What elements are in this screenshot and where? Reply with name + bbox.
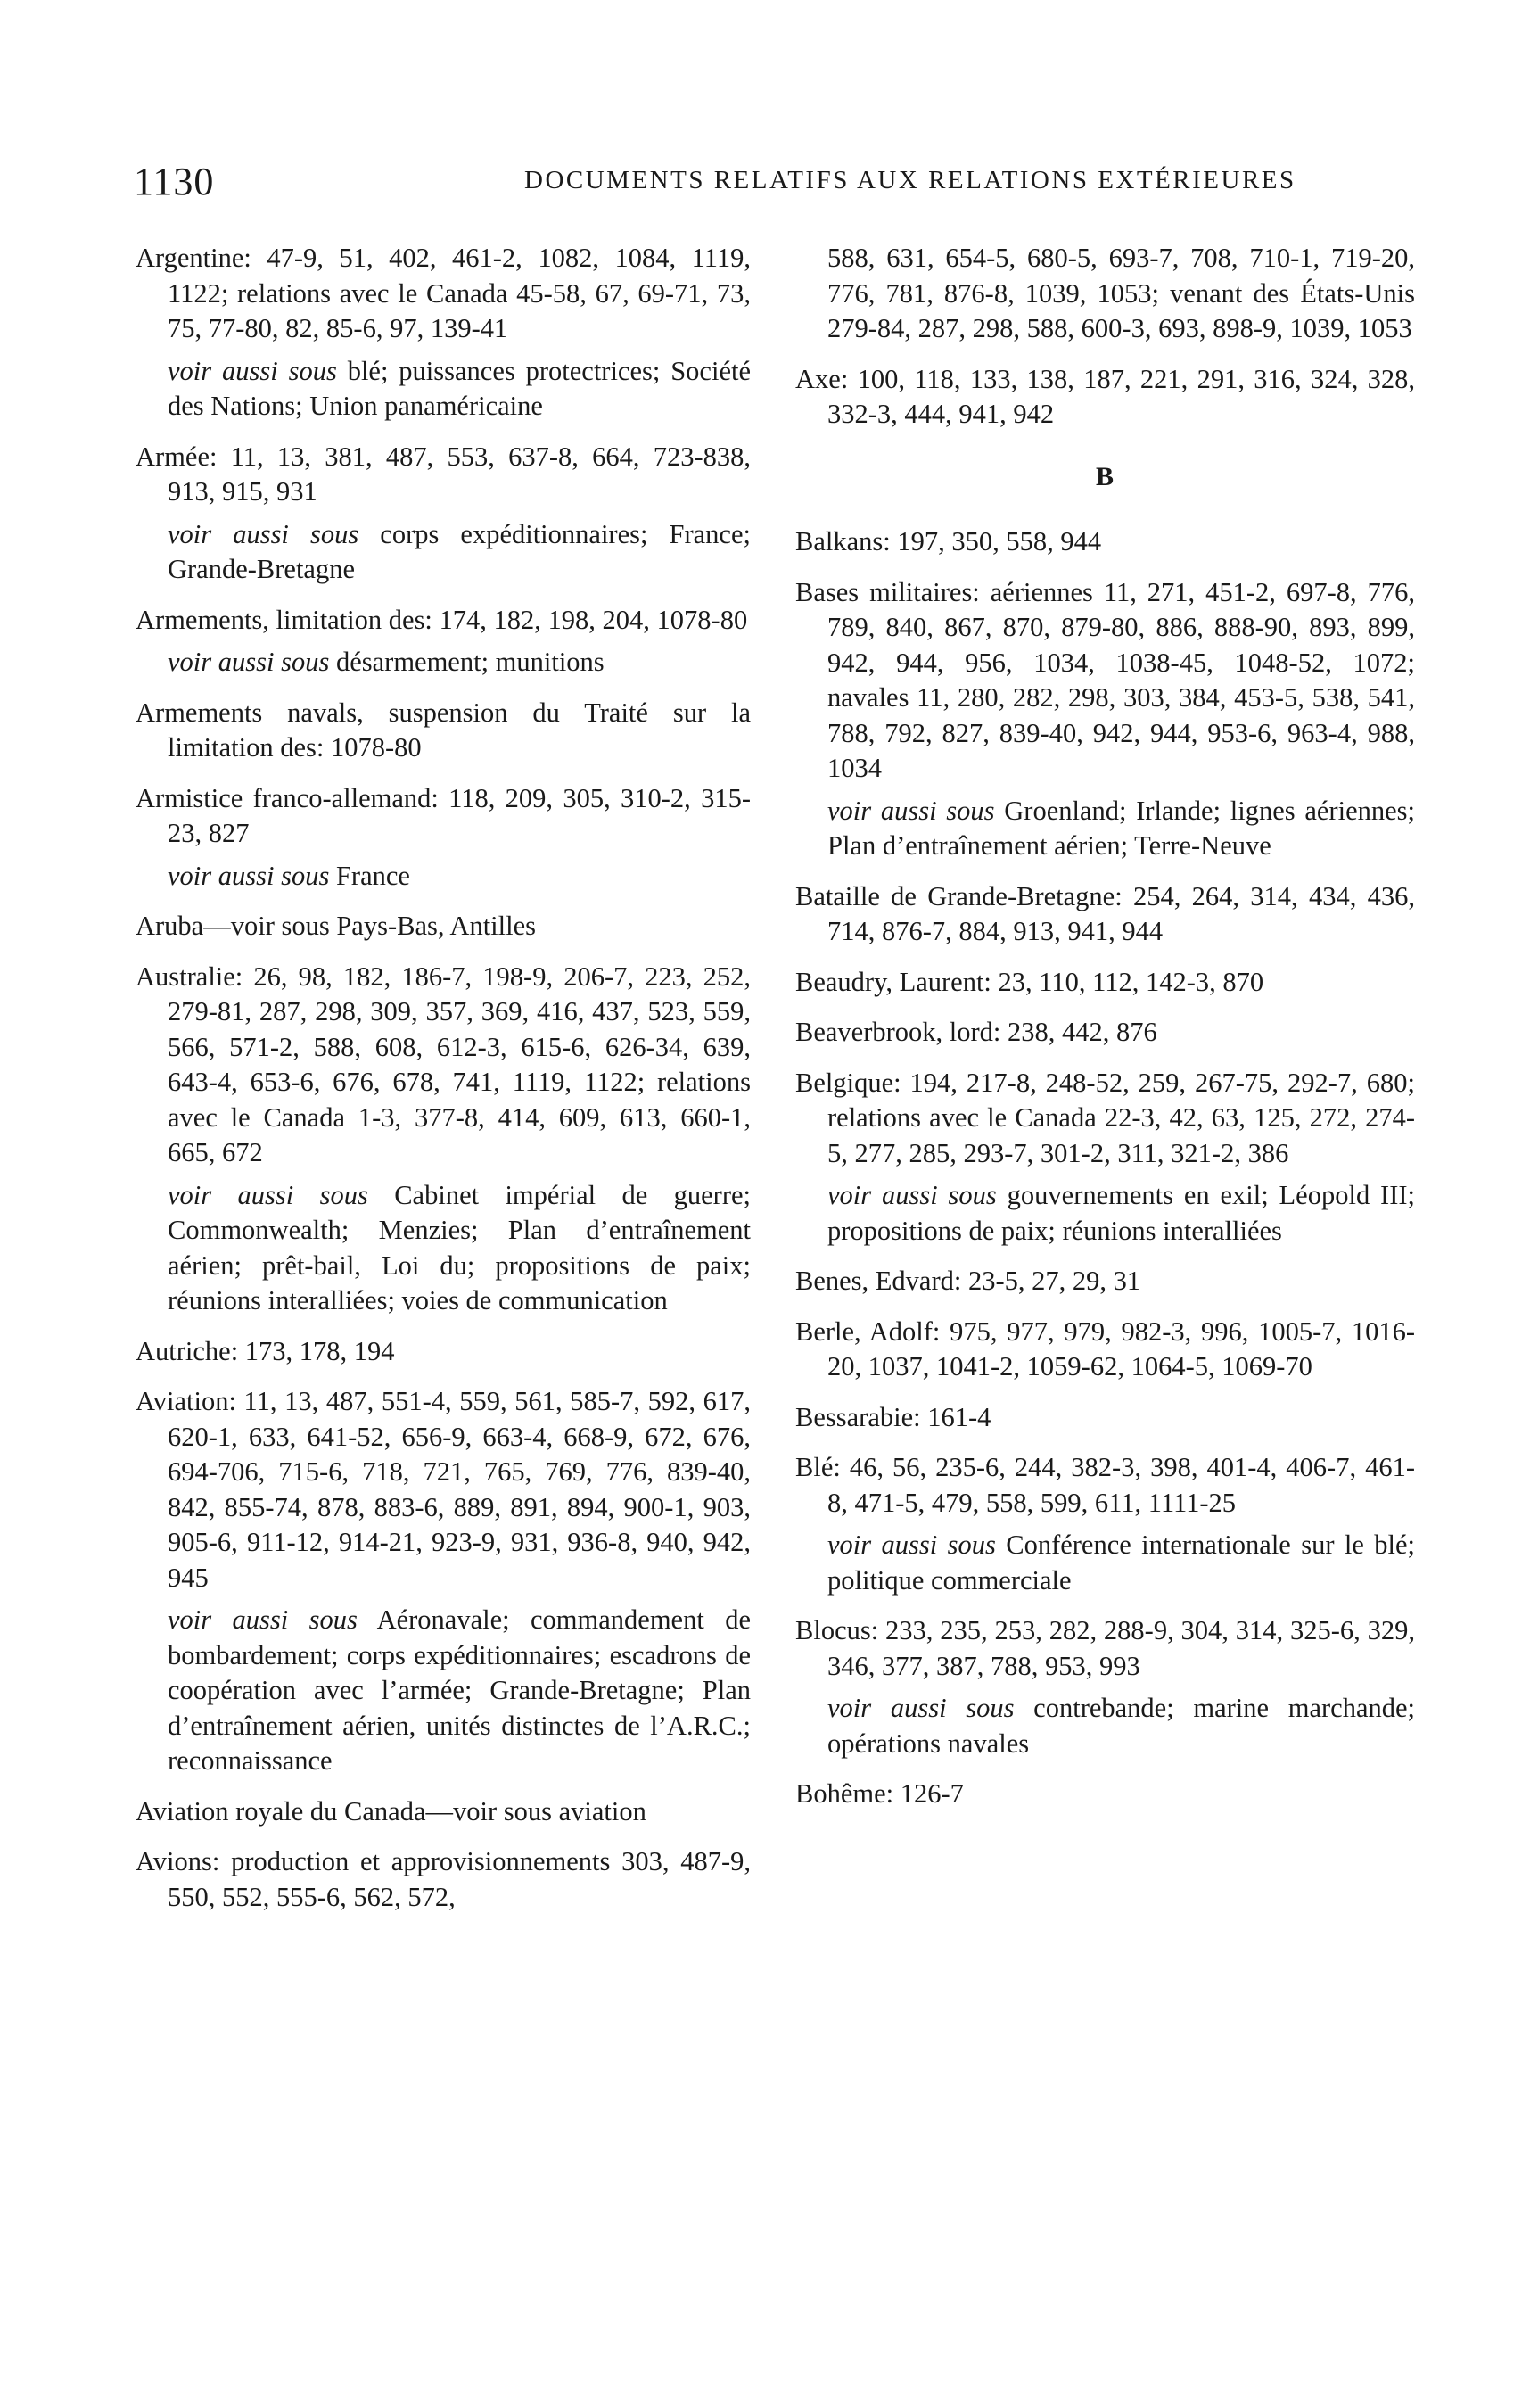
see-also-prefix: voir aussi sous [168,1179,368,1210]
section-letter: B [1095,461,1115,491]
see-also-prefix: voir aussi sous [827,1693,1015,1723]
see-also-text: Aéronavale; commandement de bombardement; corps expéditionnaires; escadrons de coopération avec l’armée; Grande-Bretagne; Plan d’entraînement aérien, unités distinctes de l’A.R.C.; reconnaissance [168,1604,751,1776]
index-entry: Aruba—voir sous Pays-Bas, Antilles [136,911,537,941]
see-also-prefix: voir aussi sous [827,1530,996,1560]
see-also-prefix: voir aussi sous [168,518,359,549]
see-also-reference [827,794,1415,864]
index-entry: Benes, Edvard: 23-5, 27, 29, 31 [795,1266,1141,1296]
see-also-text: France [329,860,410,891]
see-also-reference [827,1528,1415,1598]
index-entry: Australie: 26, 98, 182, 186-7, 198-9, 206-7, 223, 252, 279-81, 287, 298, 309, 357, 369, 416, 437, 523, 559, 566, 571-2, 588, 608, 612-3, 615-6, 626-34, 639, 643-4, 653-6, 676, 678, 741, 1119, 1122; relations avec le Canada 1-3, 377-8, 414, 609, 613, 660-1, 665, 672 [136,961,751,1167]
index-entry: Aviation: 11, 13, 487, 551-4, 559, 561, 585-7, 592, 617, 620-1, 633, 641-52, 656-9, 663-4, 668-9, 672, 676, 694-706, 715-6, 718, 721, 765, 769, 776, 839-40, 842, 855-74, 878, 883-6, 889, 891, 894, 900-1, 903, 905-6, 911-12, 914-21, 923-9, 931, 936-8, 940, 942, 945 [136,1386,751,1593]
index-entry: Berle, Adolf: 975, 977, 979, 982-3, 996, 1005-7, 1016-20, 1037, 1041-2, 1059-62, 1064-5, 1069-70 [795,1315,1415,1381]
index-entry: Balkans: 197, 350, 558, 944 [795,526,1102,557]
see-also-text: blé; puissances protectrices; Société des Nations; Union panaméricaine [168,355,751,421]
see-also-text: gouvernements en exil; Léopold III; propositions de paix; réunions interalliées [827,1180,1415,1246]
see-also-text: Cabinet impérial de guerre; Commonwealth; Menzies; Plan d’entraînement aérien; prêt-bail, Loi du; propositions de paix; réunions interalliées; voies de communication [168,1179,751,1315]
see-also-text: contrebande; marine marchande; opérations navales [827,1693,1416,1759]
running-head: DOCUMENTS RELATIFS AUX RELATIONS EXTÉRIEURES [524,166,1296,194]
index-entry: Beaudry, Laurent: 23, 110, 112, 142-3, 870 [795,966,1264,997]
index-entry: Axe: 100, 118, 133, 138, 187, 221, 291, 316, 324, 328, 332-3, 444, 941, 942 [795,363,1415,429]
right-column [795,241,1415,1827]
index-entry: Bessarabie: 161-4 [795,1401,991,1432]
index-entry: Armistice franco-allemand: 118, 209, 305, 310-2, 315-23, 827 [136,782,751,848]
see-also-reference [827,1178,1415,1249]
index-entry: Armée: 11, 13, 381, 487, 553, 637-8, 664, 723-838, 913, 915, 931 [136,441,751,507]
index-entry: Argentine: 47-9, 51, 402, 461-2, 1082, 1084, 1119, 1122; relations avec le Canada 45-58, 67, 69-71, 73, 75, 77-80, 82, 85-6, 97, 139-41 [136,243,751,343]
see-also-text: corps expéditionnaires; France; Grande-Bretagne [168,518,751,584]
see-also-text: désarmement; munitions [329,647,605,677]
index-entry: Bohême: 126-7 [795,1778,964,1809]
index-entry: Armements navals, suspension du Traité sur la limitation des: 1078-80 [136,697,751,763]
see-also-text: Conférence internationale sur le blé; politique commerciale [827,1530,1415,1596]
index-entry: Belgique: 194, 217-8, 248-52, 259, 267-75, 292-7, 680; relations avec le Canada 22-3, 42, 63, 125, 272, 274-5, 277, 285, 293-7, 301-2, 311, 321-2, 386 [795,1067,1415,1168]
see-also-reference [168,645,751,680]
see-also-prefix: voir aussi sous [168,860,330,891]
index-entry: Avions: production et approvisionnements 303, 487-9, 550, 552, 555-6, 562, 572, [136,1846,751,1912]
page-number: 1130 [134,160,215,203]
index-entry: Bases militaires: aériennes 11, 271, 451-2, 697-8, 776, 789, 840, 867, 870, 879-80, 886, 888-90, 893, 899, 942, 944, 956, 1034, 1038-45, 1048-52, 1072; navales 11, 280, 282, 298, 303, 384, 453-5, 538, 541, 788, 792, 827, 839-40, 942, 944, 953-6, 963-4, 988, 1034 [795,576,1415,783]
index-entry: Autriche: 173, 178, 194 [136,1335,395,1366]
see-also-reference [168,1603,751,1779]
index-entry: Beaverbrook, lord: 238, 442, 876 [795,1017,1157,1047]
index-entry-continuation: 588, 631, 654-5, 680-5, 693-7, 708, 710-1, 719-20, 776, 781, 876-8, 1039, 1053; venant des États-Unis 279-84, 287, 298, 588, 600-3, 693, 898-9, 1039, 1053 [827,243,1415,343]
see-also-prefix: voir aussi sous [168,647,330,677]
see-also-prefix: voir aussi sous [168,1604,358,1635]
see-also-prefix: voir aussi sous [827,795,995,826]
see-also-reference [168,1178,751,1319]
index-entry: Blocus: 233, 235, 253, 282, 288-9, 304, 314, 325-6, 329, 346, 377, 387, 788, 953, 993 [795,1615,1415,1681]
see-also-prefix: voir aussi sous [168,355,337,386]
see-also-reference [168,354,751,425]
index-entry: Bataille de Grande-Bretagne: 254, 264, 314, 434, 436, 714, 876-7, 884, 913, 941, 944 [795,880,1415,946]
see-also-text: Groenland; Irlande; lignes aériennes; Plan d’entraînement aérien; Terre-Neuve [827,795,1415,861]
left-column [136,241,751,1930]
index-entry: Aviation royale du Canada—voir sous aviation [136,1795,646,1827]
see-also-reference [168,859,751,895]
see-also-reference [168,517,751,588]
see-also-reference [827,1691,1415,1761]
see-also-prefix: voir aussi sous [827,1180,997,1210]
index-entry: Blé: 46, 56, 235-6, 244, 382-3, 398, 401-4, 406-7, 461-8, 471-5, 479, 558, 599, 611, 1111-25 [795,1452,1415,1518]
index-entry: Armements, limitation des: 174, 182, 198, 204, 1078-80 [136,604,748,635]
